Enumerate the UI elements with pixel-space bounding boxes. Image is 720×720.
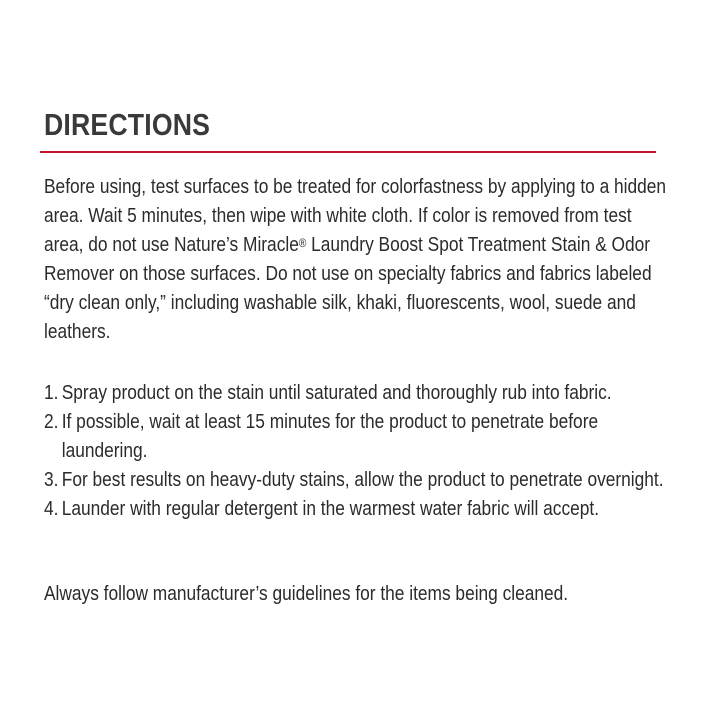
step-text: Spray product on the stain until saturated and thoroughly rub into fabric. [61, 381, 612, 404]
step-number: 3. [44, 468, 59, 491]
intro-text-part1: Before using, test surfaces to be treated for colorfastness by applying to a hidden area. Wait 5 minutes, then wipe with white cloth. If color is removed from test area, do not use Nature’s Miracle [44, 175, 667, 256]
steps-list [44, 378, 669, 523]
step-number: 4. [44, 497, 59, 520]
intro-paragraph [44, 172, 669, 346]
intro-text-part2: Laundry Boost Spot Treatment Stain & Odor Remover on those surfaces. Do not use on specialty fabrics and fabrics labeled “dry clean only,” including washable silk, khaki, fluorescents, wool, suede and leathers. [44, 233, 652, 343]
step-number: 2. [44, 410, 59, 433]
step-text: For best results on heavy-duty stains, allow the product to penetrate overnight. [61, 468, 664, 491]
registered-trademark: ® [298, 236, 307, 250]
step-text: Launder with regular detergent in the warmest water fabric will accept. [61, 497, 600, 520]
step-item-2 [44, 407, 669, 465]
closing-note: Always follow manufacturer’s guidelines for the items being cleaned. [44, 582, 569, 605]
step-number: 1. [44, 381, 59, 404]
step-item-4 [44, 494, 669, 523]
step-item-3 [44, 465, 669, 494]
page-title: DIRECTIONS [44, 107, 211, 142]
step-text: If possible, wait at least 15 minutes for the product to penetrate before laundering. [61, 410, 599, 462]
step-item-1 [44, 378, 669, 407]
heading-divider [40, 151, 656, 153]
